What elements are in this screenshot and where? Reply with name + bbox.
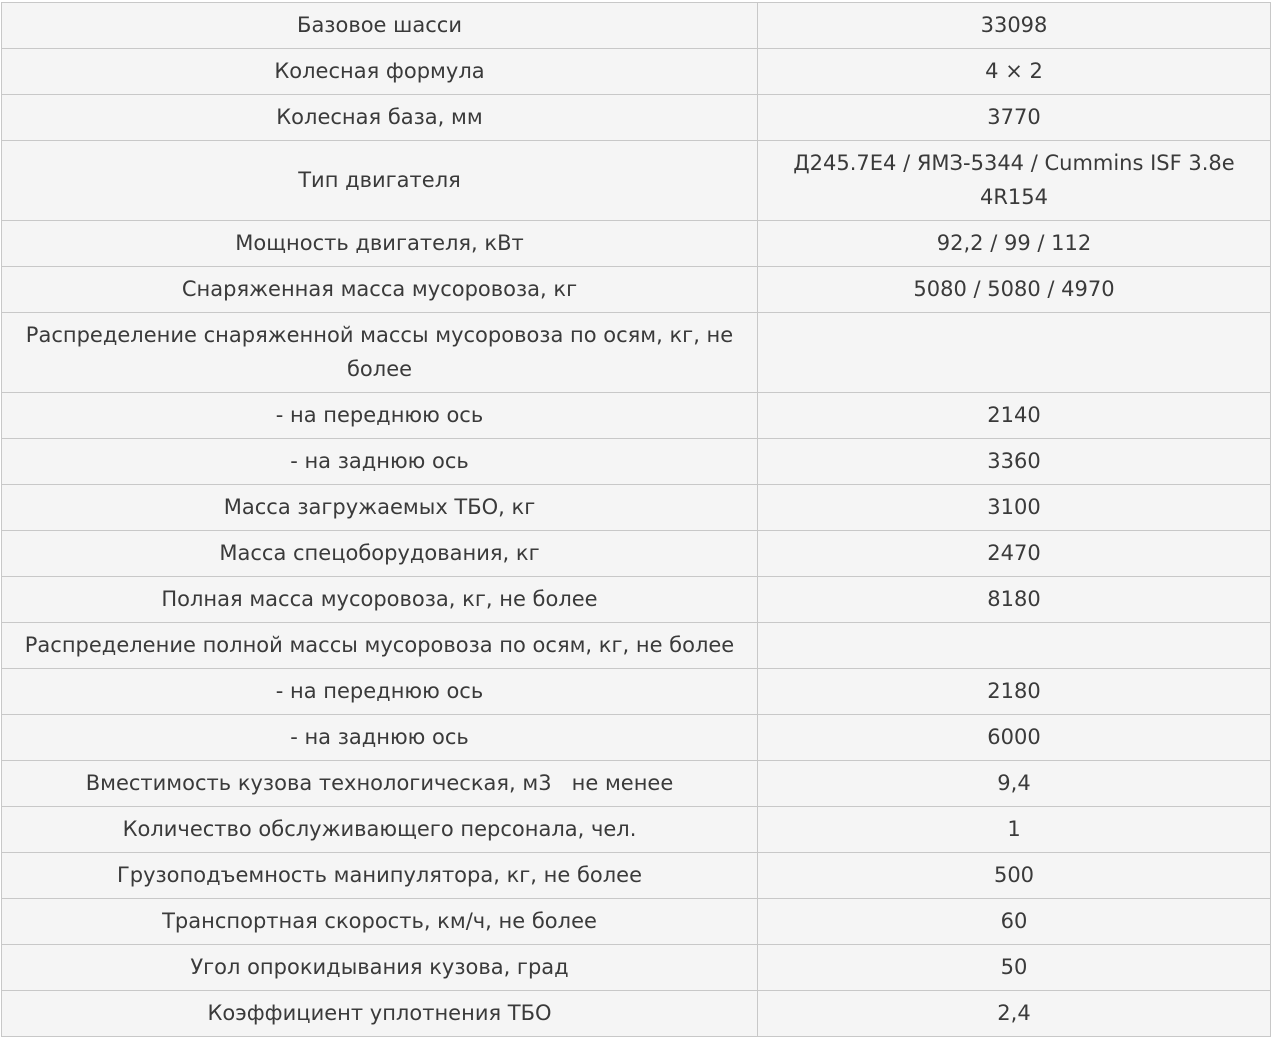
param-cell: Масса спецоборудования, кг: [2, 531, 758, 577]
value-cell: 9,4: [758, 761, 1271, 807]
param-cell: Снаряженная масса мусоровоза, кг: [2, 267, 758, 313]
value-cell: 500: [758, 853, 1271, 899]
value-cell: 33098: [758, 3, 1271, 49]
value-cell: 3770: [758, 95, 1271, 141]
table-row: [2, 531, 1271, 577]
param-cell: - на заднюю ось: [2, 439, 758, 485]
value-cell: 50: [758, 945, 1271, 991]
table-row: [2, 761, 1271, 807]
table-row: [2, 267, 1271, 313]
param-cell: Коэффициент уплотнения ТБО: [2, 991, 758, 1037]
value-cell: 92,2 / 99 / 112: [758, 221, 1271, 267]
table-row: [2, 807, 1271, 853]
specs-table: [1, 2, 1271, 1037]
table-row: [2, 221, 1271, 267]
value-cell: 4 × 2: [758, 49, 1271, 95]
value-cell: 3360: [758, 439, 1271, 485]
value-cell: Д245.7Е4 / ЯМЗ-5344 / Cummins ISF 3.8e 4R154: [758, 141, 1271, 221]
table-row: [2, 439, 1271, 485]
table-row: [2, 313, 1271, 393]
value-cell: 60: [758, 899, 1271, 945]
table-row: [2, 577, 1271, 623]
param-cell: Мощность двигателя, кВт: [2, 221, 758, 267]
value-cell: 8180: [758, 577, 1271, 623]
param-cell: Тип двигателя: [2, 141, 758, 221]
table-row: [2, 991, 1271, 1037]
value-cell: [758, 623, 1271, 669]
param-cell: - на переднюю ось: [2, 669, 758, 715]
value-cell: 3100: [758, 485, 1271, 531]
param-cell: Грузоподъемность манипулятора, кг, не более: [2, 853, 758, 899]
table-row: [2, 141, 1271, 221]
table-row: [2, 49, 1271, 95]
value-cell: 2470: [758, 531, 1271, 577]
table-row: [2, 623, 1271, 669]
param-cell: Угол опрокидывания кузова, град: [2, 945, 758, 991]
table-row: [2, 669, 1271, 715]
param-cell: Полная масса мусоровоза, кг, не более: [2, 577, 758, 623]
table-row: [2, 853, 1271, 899]
table-row: [2, 899, 1271, 945]
table-row: [2, 485, 1271, 531]
value-cell: 2140: [758, 393, 1271, 439]
param-cell: - на переднюю ось: [2, 393, 758, 439]
param-cell: Транспортная скорость, км/ч, не более: [2, 899, 758, 945]
param-cell: Колесная формула: [2, 49, 758, 95]
param-cell: Количество обслуживающего персонала, чел.: [2, 807, 758, 853]
value-cell: 1: [758, 807, 1271, 853]
param-cell: Распределение полной массы мусоровоза по осям, кг, не более: [2, 623, 758, 669]
param-cell: Колесная база, мм: [2, 95, 758, 141]
table-row: [2, 95, 1271, 141]
param-cell: Вместимость кузова технологическая, м3 не менее: [2, 761, 758, 807]
value-cell: 2,4: [758, 991, 1271, 1037]
value-cell: 6000: [758, 715, 1271, 761]
value-cell: 2180: [758, 669, 1271, 715]
table-row: [2, 945, 1271, 991]
table-row: [2, 3, 1271, 49]
table-row: [2, 715, 1271, 761]
param-cell: Распределение снаряженной массы мусоровоза по осям, кг, не более: [2, 313, 758, 393]
value-cell: [758, 313, 1271, 393]
param-cell: Базовое шасси: [2, 3, 758, 49]
value-cell: 5080 / 5080 / 4970: [758, 267, 1271, 313]
param-cell: - на заднюю ось: [2, 715, 758, 761]
table-row: [2, 393, 1271, 439]
param-cell: Масса загружаемых ТБО, кг: [2, 485, 758, 531]
